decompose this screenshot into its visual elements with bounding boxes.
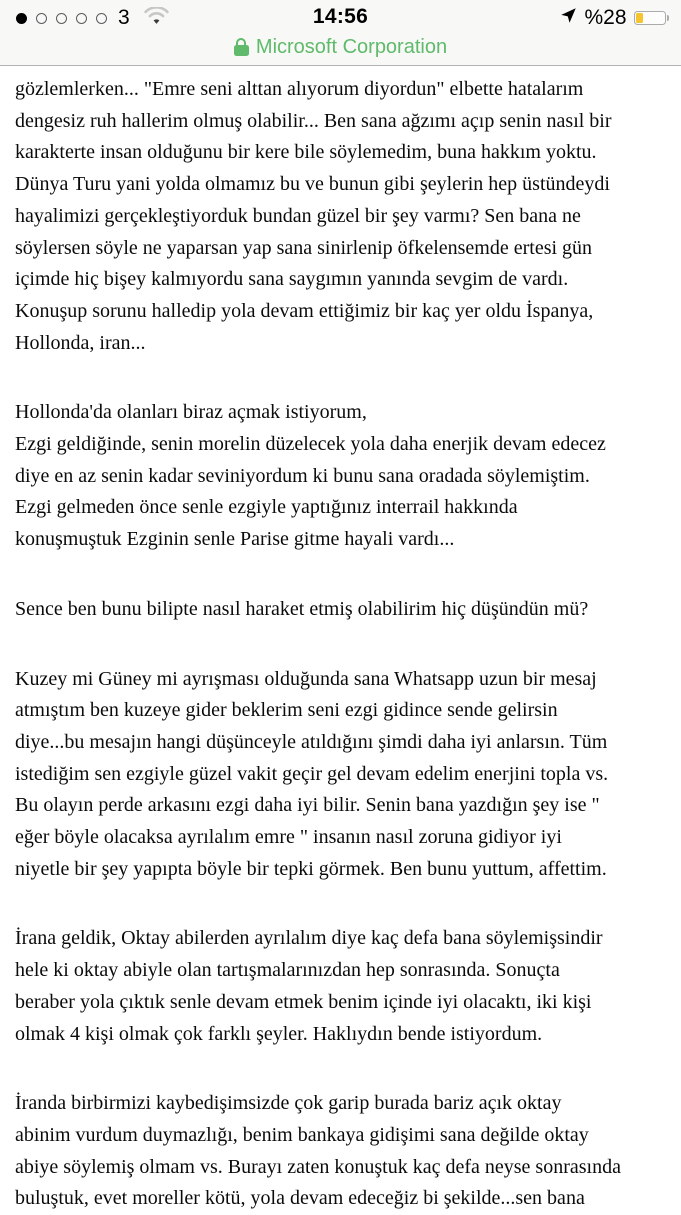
clock: 14:56 xyxy=(312,5,369,28)
lock-icon xyxy=(234,38,249,56)
text-line: niyetle bir şey yapıpta böyle bir tepki görmek. Ben bunu yuttum, affettim. xyxy=(15,857,607,880)
text-line: içimde hiç bişey kalmıyordu sana saygımın yanında sevgim de vardı. xyxy=(15,268,569,291)
paragraph xyxy=(15,397,669,556)
text-line: İrana geldik, Oktay abilerden ayrılalım diye kaç defa bana söylemişsindir xyxy=(15,927,603,950)
site-title: Microsoft Corporation xyxy=(255,35,448,58)
paragraph xyxy=(15,923,669,1050)
text-line: Ezgi geldiğinde, senin morelin düzelecek yola daha enerjik devam edecez xyxy=(15,433,606,456)
text-line: olmak 4 kişi olmak çok farklı şeyler. Haklıydın bende istiyordum. xyxy=(15,1022,543,1045)
carrier-label: 3 xyxy=(118,6,130,29)
secure-site-banner[interactable] xyxy=(0,32,681,62)
text-line: Bu olayın perde arkasını ezgi daha iyi bilir. Senin bana yazdığın şey ise " xyxy=(15,794,600,817)
text-line: konuşmuştuk Ezginin senle Parise gitme hayali vardı... xyxy=(15,528,455,551)
paragraph xyxy=(15,664,669,886)
app-header xyxy=(0,0,681,66)
paragraph xyxy=(15,74,669,359)
paragraph xyxy=(15,594,669,626)
text-line: eğer böyle olacaksa ayrılalım emre " insanın nasıl zoruna gidiyor iyi xyxy=(15,826,562,849)
text-line: Dünya Turu yani yolda olmamız bu ve bunun gibi şeylerin hep üstündeydi xyxy=(15,173,610,196)
text-line: hayalimizi gerçekleştiyorduk bundan güzel bir şey varmı? Sen bana ne xyxy=(15,204,581,227)
text-line: Kuzey mi Güney mi ayrışması olduğunda sana Whatsapp uzun bir mesaj xyxy=(15,667,597,690)
text-line: Konuşup sorunu halledip yola devam ettiğimiz bir kaç yer oldu İspanya, xyxy=(15,299,594,322)
text-line: dengesiz ruh hallerim olmuş olabilir... Ben sana ağzımı açıp senin nasıl bir xyxy=(15,109,612,132)
text-line: hele ki oktay abiyle olan tartışmalarınızdan hep sonrasında. Sonuçta xyxy=(15,959,560,982)
text-line: gözlemlerken... "Emre seni alttan alıyorum diyordun" elbette hatalarım xyxy=(15,78,584,100)
text-line: beraber yola çıktık senle devam etmek benim içinde iyi olacaktı, iki kişi xyxy=(15,990,592,1013)
document-body[interactable] xyxy=(0,66,681,1215)
text-line: abinim vurdum duymazlığı, benim bankaya gidişimi sana değilde oktay xyxy=(15,1123,589,1146)
paragraph xyxy=(15,1088,669,1215)
text-line: Hollonda, iran... xyxy=(15,331,146,354)
text-line: İranda birbirmizi kaybedişimsizde çok garip burada bariz açık oktay xyxy=(15,1092,562,1115)
battery-percent-label: %28 xyxy=(584,6,627,29)
text-line: Hollonda'da olanları biraz açmak istiyorum, xyxy=(15,401,367,424)
text-line: istediğim sen ezgiyle güzel vakit geçir gel devam edelim enerjini topla vs. xyxy=(15,762,609,785)
text-line: abiye söylemiş olmam vs. Burayı zaten konuştuk kaç defa neyse sonrasında xyxy=(15,1155,621,1178)
text-line: karakterte insan olduğunu bir kere bile söylemedim, buna hakkım yoktu. xyxy=(15,141,597,164)
text-line: diye en az senin kadar seviniyordum ki bunu sana oradada söylemiştim. xyxy=(15,464,590,487)
text-line: atmıştım ben kuzeye gider beklerim seni ezgi gidince sende gelirsin xyxy=(15,699,558,722)
status-bar xyxy=(0,0,681,32)
text-line: Ezgi gelmeden önce senle ezgiyle yaptığınız interrail hakkında xyxy=(15,496,518,519)
text-line: buluştuk, evet moreller kötü, yola devam edeceğiz bi şekilde...sen bana xyxy=(15,1187,585,1210)
text-line: söylersen söyle ne yaparsan yap sana sinirlenip öfkelensemde ertesi gün xyxy=(15,236,593,259)
text-line: Sence ben bunu bilipte nasıl haraket etmiş olabilirim hiç düşündün mü? xyxy=(15,597,589,620)
text-line: diye...bu mesajın hangi düşünceyle atıldığını şimdi daha iyi anlarsın. Tüm xyxy=(15,730,608,753)
